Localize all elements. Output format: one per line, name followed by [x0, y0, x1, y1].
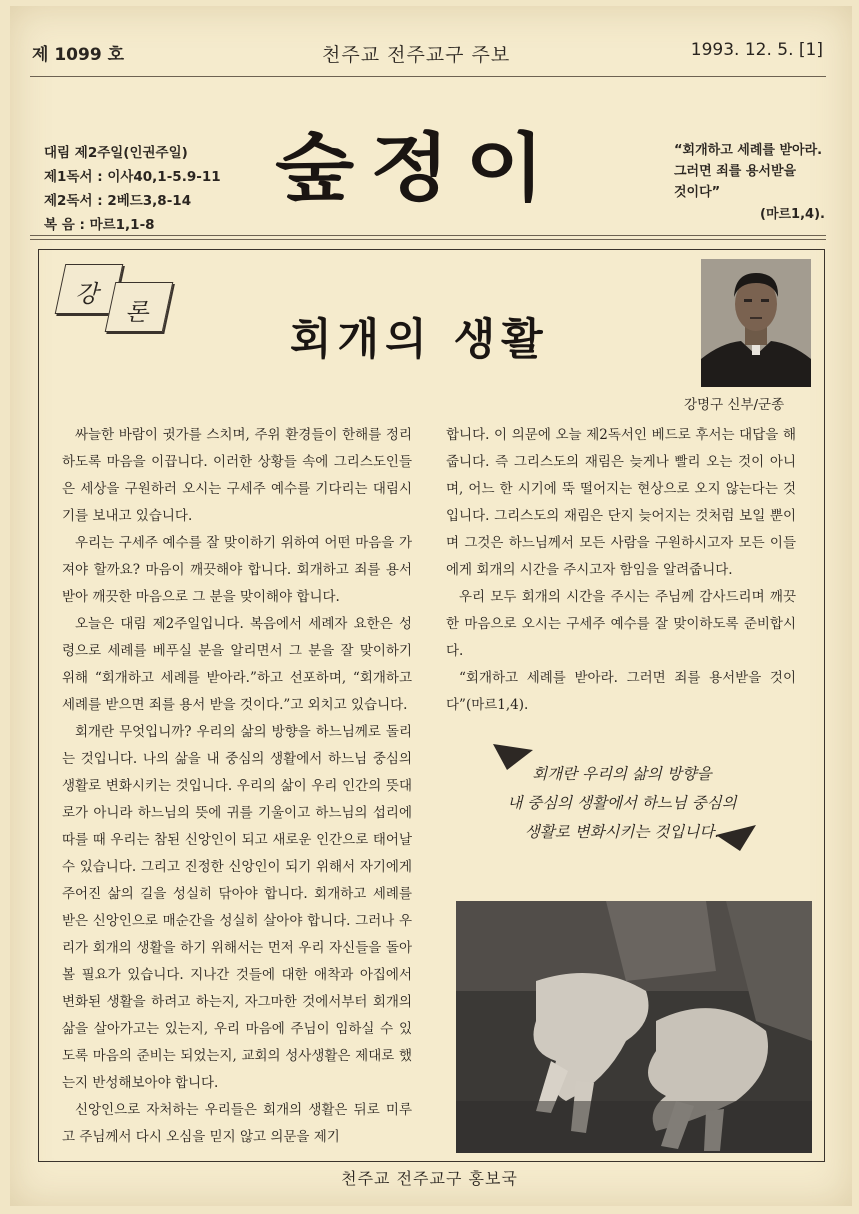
bulletin-title: 천주교 전주교구 주보 [322, 44, 511, 66]
paragraph: “회개하고 세례를 받아라. 그러면 죄를 용서받을 것이다”(마르1,4). [446, 670, 796, 713]
hands-photo [456, 901, 812, 1153]
paragraph: 합니다. 이 의문에 오늘 제2독서인 베드로 후서는 대답을 해줍니다. 즉 그리스도의 재림은 늦게나 빨리 오는 것이 아니며, 어느 한 시기에 뚝 떨어지는 현상으로 오지 않는다는 것입니다. 그리스도의 재림은 단지 늦어지는 것처럼 보일 뿐이며 그것은 하느님께서 모든 사람을 구원하시고자 모든 이들에게 회개의 시간을 주시고자 함임을 알려줍니다. [446, 427, 796, 578]
paragraph: 신앙인으로 자처하는 우리들은 회개의 생활은 뒤로 미루고 주님께서 다시 오심을 믿지 않고 의문을 제기 [62, 1102, 412, 1145]
motto-line: “회개하고 세례를 받아라. [674, 143, 823, 158]
motto-quote [674, 140, 822, 203]
motto-reference: (마르1,4). [760, 207, 825, 222]
paragraph: 우리는 구세주 예수를 잘 맞이하기 위하여 어떤 마음을 가져야 할까요? 마음이 깨끗해야 합니다. 회개하고 죄를 용서받아 깨끗한 마음으로 그 분을 맞이해야 합니다. [62, 535, 412, 605]
article-column-left [62, 422, 412, 1151]
article-column-right [446, 422, 796, 719]
pullquote-triangle-icon [716, 825, 756, 851]
author-portrait [701, 259, 811, 387]
article-title: 회개의 생활 [290, 315, 549, 365]
masthead-divider [30, 235, 826, 236]
first-reading: 제1독서 : 이사40,1-5.9-11 [44, 169, 221, 185]
paragraph: 싸늘한 바람이 귓가를 스치며, 주위 환경들이 한해를 정리하도록 마음을 이끕니다. 이러한 상황들 속에 그리스도인들은 세상을 구원하러 오시는 구세주 예수를 기다리는 대림시기를 보내고 있습니다. [62, 427, 412, 524]
motto-line: 그러면 죄를 용서받을 [674, 164, 797, 179]
issue-date: 1993. 12. 5. [1] [690, 40, 823, 60]
gospel-reading: 복 음 : 마르1,1-8 [44, 217, 155, 233]
paragraph: 회개란 무엇입니까? 우리의 삶의 방향을 하느님께로 돌리는 것입니다. 나의 삶을 내 중심의 생활에서 하느님 중심의 생활로 변화시키는 것입니다. 우리의 삶이 우리 인간의 뜻대로가 아니라 하느님의 뜻에 귀를 기울이고 하느님의 섭리에 따를 때 우리는 참된 신앙인이 되고 새로운 인간으로 태어날 수 있습니다. 그리고 진정한 신앙인이 되기 위해서 자기에게 주어진 삶의 길을 성실히 닦아야 합니다. 회개하고 세례를 받은 신앙인으로 매순간을 성실히 살아야 합니다. 그러나 우리가 회개의 생활을 하기 위해서는 먼저 우리 자신들을 돌아볼 필요가 있습니다. 지나간 것들에 대한 애착과 아집에서 변화된 생활을 하려고 하는지, 자그마한 것에서부터 회개의 삶을 살아가고는 있는지, 우리 마음에 주님이 임하실 수 있도록 마음의 준비는 되었는지, 교회의 성사생활은 제대로 했는지 반성해보아야 합니다. [62, 724, 412, 1091]
section-tag-char: 론 [125, 298, 149, 326]
header-divider [30, 76, 826, 77]
issue-number: 제 1099 호 [32, 45, 124, 65]
second-reading: 제2독서 : 2베드3,8-14 [44, 193, 192, 209]
paragraph: 오늘은 대림 제2주일입니다. 복음에서 세례자 요한은 성령으로 세례를 베푸실 분을 알리면서 그 분을 잘 맞이하기 위해 “회개하고 세례를 받아라.”하고 선포하며, “회개하고 세례를 받으면 죄를 용서 받을 것이다.”고 외치고 있습니다. [62, 616, 412, 713]
liturgical-sunday: 대림 제2주일(인권주일) [44, 145, 188, 161]
author-caption: 강명구 신부/군종 [684, 397, 785, 413]
pullquote-line: 내 중심의 생활에서 하느님 중심의 [507, 794, 737, 812]
motto-line: 것이다” [674, 185, 721, 200]
paragraph: 우리 모두 회개의 시간을 주시는 주님께 감사드리며 깨끗한 마음으로 오시는 구세주 예수를 잘 맞이하도록 준비합시다. [446, 589, 796, 659]
masthead-title: 숲정이 [275, 126, 561, 212]
footer-credit: 천주교 전주교구 홍보국 [341, 1169, 518, 1188]
readings-block [44, 141, 221, 237]
section-tag-char: 강 [75, 280, 99, 308]
masthead-divider [30, 239, 826, 240]
pullquote-line: 회개란 우리의 삶의 방향을 [532, 765, 712, 783]
hands-image [456, 901, 812, 1153]
pullquote-line: 생활로 변화시키는 것입니다. [524, 823, 720, 841]
portrait-image [701, 259, 811, 387]
